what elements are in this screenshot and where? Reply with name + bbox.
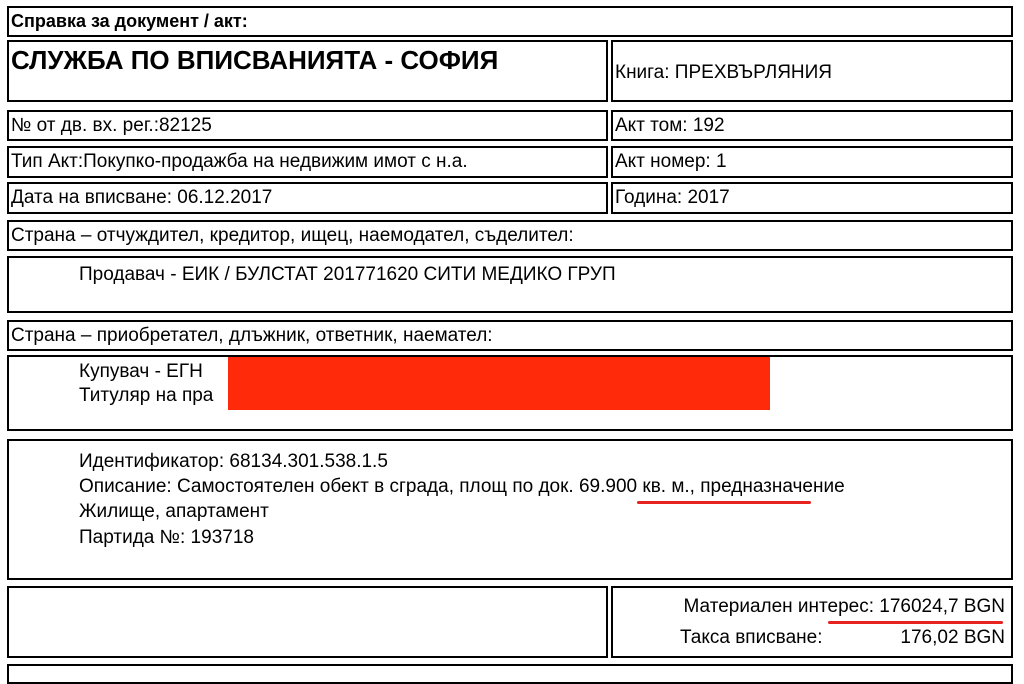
material-interest: Материален интерес: 176024,7 BGN: [683, 596, 1005, 617]
act-type: Тип Акт:Покупко-продажба на недвижим имот с н.а.: [11, 151, 468, 172]
property-identifier: Идентификатор: 68134.301.538.1.5: [79, 451, 388, 472]
fee-label: Такса вписване:: [680, 627, 823, 648]
property-batch: Партида №: 193718: [79, 527, 254, 548]
next-row-box: [7, 664, 1013, 684]
entry-date: Дата на вписване: 06.12.2017: [11, 187, 273, 208]
holder-line: Титуляр на пра: [79, 385, 214, 406]
property-description: Описание: Самостоятелен обект в сграда, площ по док. 69.900 кв. м., предназначение: [79, 476, 845, 497]
act-volume: Акт том: 192: [615, 115, 725, 136]
year: Година: 2017: [615, 187, 730, 208]
area-underline: [637, 501, 811, 504]
interest-underline: [828, 621, 1003, 624]
document-heading: Справка за документ / акт:: [11, 11, 248, 31]
redaction-block: [228, 357, 770, 410]
property-purpose: Жилище, апартамент: [79, 501, 269, 522]
party2-label: Страна – приобретател, длъжник, ответник, наемател:: [11, 325, 493, 346]
reg-number: № от дв. вх. рег.:82125: [11, 115, 212, 136]
party1-label: Страна – отчуждител, кредитор, ищец, наемодател, съделител:: [11, 225, 574, 246]
empty-cell-box: [7, 586, 608, 658]
act-number: Акт номер: 1: [615, 151, 727, 172]
seller-line: Продавач - ЕИК / БУЛСТАТ 201771620 СИТИ МЕДИКО ГРУП: [79, 264, 616, 285]
fee-value: 176,02 BGN: [900, 627, 1005, 648]
office-title: СЛУЖБА ПО ВПИСВАНИЯТА - СОФИЯ: [11, 45, 499, 75]
book-label: Книга: ПРЕХВЪРЛЯНИЯ: [615, 62, 833, 83]
buyer-line: Купувач - ЕГН: [79, 361, 203, 382]
